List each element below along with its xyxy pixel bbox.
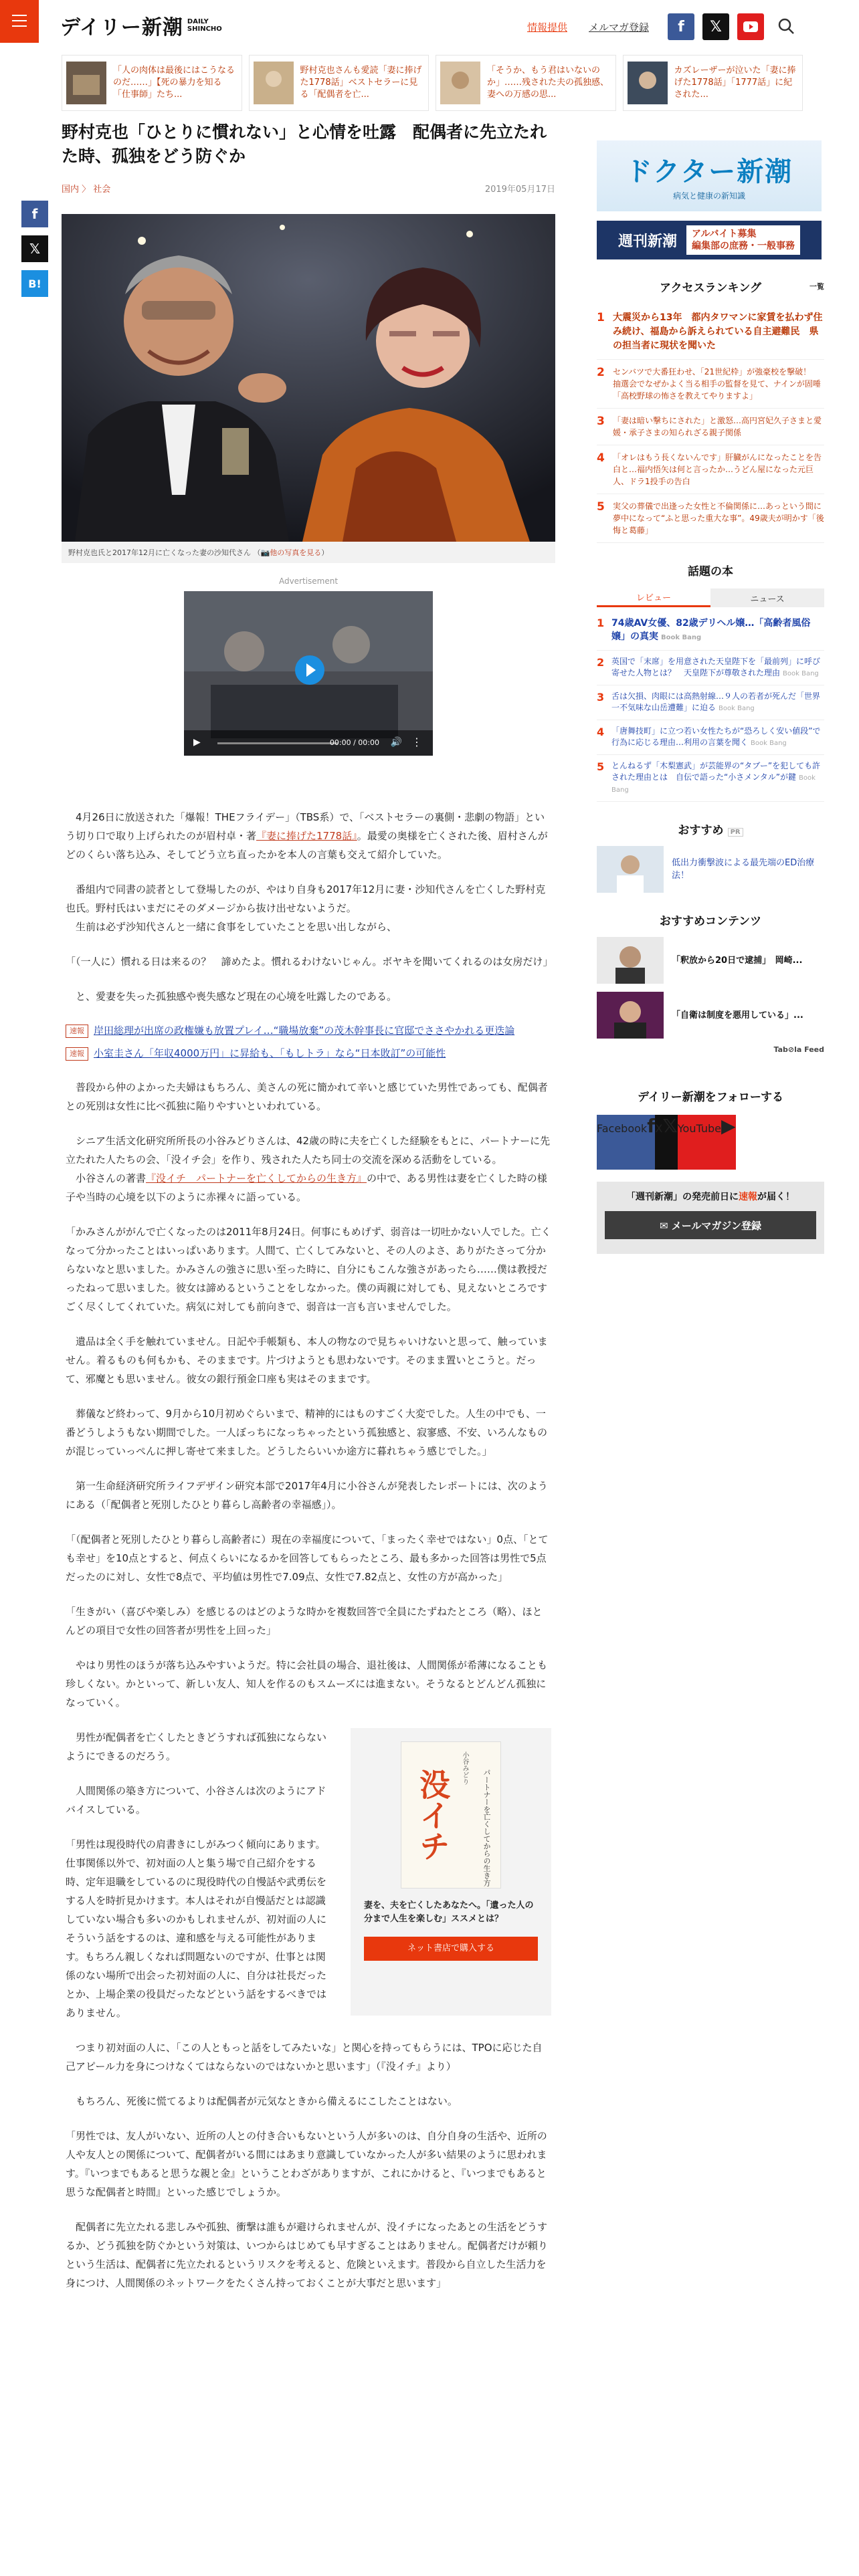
text: の中で、ある男性は妻を亡くした時の様子や当時の心境を以下のように赤裸々に語っている。: [66, 1172, 547, 1203]
info-link[interactable]: 情報提供: [527, 21, 568, 33]
banner-title: 週刊新潮: [617, 232, 677, 250]
play-icon[interactable]: ▶: [193, 737, 201, 748]
youtube-icon[interactable]: [737, 13, 764, 40]
newsletter-button[interactable]: ✉ メールマガジン登録: [605, 1211, 816, 1239]
book-author: 小谷みどり: [461, 1751, 468, 1785]
text: 4月26日に放送された「爆報！THEフライデー」（TBS系）で、「ベストセラーの裏側・悲劇の物語」という切り口で取り上げられたのが眉村卓・著: [66, 811, 545, 842]
article-meta: [62, 182, 555, 198]
banner-title: ドクター新潮: [625, 156, 793, 187]
paragraph: 葬儀など終わって、9月から10月初めぐらいまで、精神的にはものすごく大変でした。人生の中でも、一番どうしようもない期間でした。一人ぼっちになっちゃったという孤独感と、寂寥感、不安、いろんなものが混じっていっぺんに押し寄せて来ました。どうしたらいいか途方に暮れちゃう感じでした。」: [66, 1408, 548, 1457]
rank-title: センバツで大番狂わせ、「21世紀枠」が強豪校を撃破！ 抽選会でなぜかよく当る相手の監督を見て、ナインが固唾 「高校野球の怖さを教えてやりますよ」: [613, 367, 829, 401]
sidebar: [597, 140, 829, 1254]
video-progress[interactable]: [217, 742, 338, 744]
breaking-news-link[interactable]: [66, 1022, 551, 1039]
article: [62, 120, 555, 2309]
paragraph: 普段から仲のよかった夫婦はもちろん、美さんの死に簡かれて辛いと感じていた男性であっても、配偶者との死別は女性に比べ孤独に陥りやすいといわれている。: [66, 1081, 548, 1112]
subcategory-link[interactable]: 社会: [93, 185, 111, 195]
paragraph: 「生きがい（喜びや楽しみ）を感じるのはどのような時かを複数回答で全員にたずねたところ（略）、ほとんどの項目で女性の回答者が男性を上回った」: [66, 1606, 543, 1636]
ranking-item[interactable]: [597, 445, 824, 494]
book-item[interactable]: [597, 611, 824, 651]
paragraph: と、愛妻を失った孤独感や喪失感など現在の心境を吐露したのである。: [66, 990, 397, 1002]
recommend-title: 低出力衝撃波による最先端のED治療法！: [672, 858, 815, 881]
breadcrumb-separator: 〉: [82, 185, 94, 195]
paragraph: 「（配偶者と死別したひとり暮らし高齢者に）現在の幸福度について、「まったく幸せではない」0点、「とても幸せ」を10点とすると、何点くらいになるかを回答してもらったところ、最も多かった回答は男性で5点だったのに対し、女性で8点で、平均値は男性で7.09点、女性で7.82点と、女性の方が高かった」: [66, 1533, 549, 1583]
paragraph: 第一生命経済研究所ライフデザイン研究本部で2017年4月に小谷さんが発表したレポートには、次のようにある（「配偶者と死別したひとり暮らし高齢者の幸福感」）。: [66, 1480, 548, 1511]
book-rank: 2: [597, 656, 605, 669]
ranking-list: [597, 305, 829, 543]
newsletter-box: [597, 1182, 824, 1254]
breaking-news-link[interactable]: [66, 1045, 551, 1062]
related-thumb: [66, 62, 106, 104]
related-title: カズレーザーが泣いた「妻に捧げた1778話」「1777話」に紀された...: [674, 66, 796, 100]
facebook-icon: f: [647, 1115, 656, 1137]
site-logo[interactable]: [60, 12, 222, 39]
breaking-badge: 速報: [66, 1047, 88, 1061]
book-title: 英国で「末席」を用意された天皇陛下を「最前列」に呼び寄せた人物とは？ 天皇陛下が尊敬された理由: [611, 657, 821, 677]
paragraph: 男性が配偶者を亡くしたときどうすれば孤独にならないようにできるのだろう。: [66, 1731, 327, 1762]
book-item[interactable]: [597, 755, 824, 802]
book-link[interactable]: 『没イチ パートナーを亡くしてからの生き方』: [146, 1172, 367, 1184]
ranking-item[interactable]: [597, 360, 829, 409]
article-date: 2019年05月17日: [484, 185, 555, 195]
x-icon: 𝕏: [662, 1115, 678, 1137]
ranking-item[interactable]: [597, 494, 824, 543]
book-title: 舌は欠損、肉眼には高熱射線…９人の若者が死んだ「世界一不気味な山岳遭難」に迫る: [611, 691, 821, 712]
book-cover[interactable]: [401, 1741, 501, 1889]
recommend-title: 「釈放から20日で逮捕」 岡崎...: [672, 955, 803, 966]
related-thumb: [440, 62, 480, 104]
recommend-content-heading: おすすめコンテンツ: [659, 915, 762, 928]
follow-x-button[interactable]: [655, 1115, 678, 1170]
recommend-item[interactable]: [597, 937, 824, 984]
rank-title: 「オレはもう長くないんです」肝臓がんになったことを告白と…福内悟矢は何と言ったか…うどん屋になった元巨人、ドラ1投手の告白: [613, 453, 822, 486]
recommend-title: 「自衛は制度を悪用している」...: [672, 1010, 803, 1021]
paragraph: もちろん、死後に慌てるよりは配偶者が元気なときから備えるにこしたことはない。: [66, 2095, 458, 2107]
facebook-icon[interactable]: f: [668, 13, 694, 40]
book-rank: 4: [597, 726, 605, 738]
rank-number: 1: [597, 311, 605, 324]
book-source: Book Bang: [751, 740, 787, 747]
related-thumb: [254, 62, 294, 104]
book-link[interactable]: 『妻に捧げた1778話』: [256, 830, 357, 842]
breaking-news-title[interactable]: 小室圭さん「年収4000万円」に昇給も、「もしトラ」なら“日本敗訂”の可能性: [94, 1047, 446, 1059]
logo-en: DAILY SHINCHO: [187, 18, 222, 33]
share-facebook-icon[interactable]: f: [21, 201, 48, 227]
category-link[interactable]: 国内: [62, 185, 80, 195]
related-title: 「人の肉体は最後にはこうなるのだ……」【死の暴力を知る「仕事師」たち...: [113, 66, 235, 100]
follow-heading: デイリー新潮をフォローする: [637, 1091, 784, 1104]
follow-buttons: [597, 1115, 824, 1170]
related-title: 「そうか、もう君はいないのか」……残された夫の孤独感、妻への万感の思...: [487, 66, 609, 100]
breaking-news-title[interactable]: 岸田総理が出席の政権嫌も放置プレイ…“職場放棄”の茂木幹事長に官邸でささやかれる更迭論: [94, 1025, 515, 1037]
book-source: Book Bang: [661, 634, 702, 641]
x-icon[interactable]: 𝕏: [702, 13, 729, 40]
text: 速報: [739, 1192, 757, 1202]
article-body: [62, 808, 555, 2292]
rank-number: 5: [597, 500, 605, 514]
video-player[interactable]: [184, 591, 433, 756]
recommend-heading: [597, 821, 824, 838]
book-rank: 1: [597, 617, 605, 629]
video-controls: [184, 730, 433, 756]
rank-number: 3: [597, 415, 605, 428]
book-source: Book Bang: [783, 670, 819, 677]
book-source: Book Bang: [611, 774, 816, 794]
book-rank: 5: [597, 760, 605, 773]
menu-button[interactable]: [0, 0, 39, 43]
more-photos-label: 他の写真を見る: [270, 548, 322, 557]
breaking-badge: 速報: [66, 1025, 88, 1038]
paragraph: 「男性は現役時代の肩書きにしがみつく傾向にあります。仕事関係以外で、初対面の人と集う場で自己紹介をする時、定年退職をしているのに現役時代の自慢話や武勇伝をする人を時折見かけます。本人はそれが自慢話だとは認識していない場合も多いのかもしれませんが、初対面の人にそういう話をするのは、違和感を与える可能性があります。もちろん親しくなれば問題ないのですが、仕事とは関係のない場所で出会った初対面の人に、自分は社長だったとか、上場企業の役員だったなどという話をするべきではありません。: [66, 1838, 327, 2019]
recommend-thumb: [597, 846, 664, 893]
paragraph: 「かみさんががんで亡くなったのは2011年8月24日。何事にもめげず、弱音は一切吐かない人でした。亡くなって分かったことはいっぱいあります。人間て、亡くしてみないと、その人のよさ、ありがたさって分からないなと思いました。かみさんの強さに思い至った時に、自分にもこんな強さがあったら……僕は教授だったねって思いました。彼女は諦めるということをしなかった。僕の両親に対しても、見えないところですごく尽くしてくれていた。病気に対しても前向きで、弱音は一言も言いませんでした。: [66, 1226, 551, 1313]
hero-image: [62, 214, 555, 542]
recommend-thumb: [597, 937, 664, 984]
book-title: 74歳AV女優、82歳デリヘル嬢…「高齢者風俗嬢」の真実: [611, 618, 811, 642]
related-article[interactable]: [623, 55, 803, 111]
book-title: とんねるず「木梨憲武」が芸能界の“タブー”を犯しても許された理由とは 自伝で語った“小さメンタル”が鍵: [611, 761, 821, 782]
rank-number: 4: [597, 451, 605, 465]
follow-label: YouTube: [677, 1122, 721, 1135]
paragraph: 人間関係の築き方について、小谷さんは次のようにアドバイスしている。: [66, 1785, 326, 1816]
video-time: 00:00 / 00:00: [329, 738, 379, 747]
book-subtitle: パートナーを亡くしてからの生き方: [482, 1769, 491, 1887]
books-heading: 話題の本: [688, 565, 733, 578]
tab-review[interactable]: レビュー: [597, 588, 710, 607]
book-description: 妻を、夫を亡くしたあなたへ。「遺った人の分まで人生を楽しむ」ススメとは？: [364, 1901, 534, 1924]
book-item[interactable]: [597, 720, 824, 755]
section-title: おすすめ: [678, 824, 724, 837]
advertisement-label: Advertisement: [278, 576, 339, 586]
follow-facebook-button[interactable]: [597, 1115, 655, 1170]
rank-title: 実父の葬儀で出逢った女性と不倫関係に…あっという間に夢中になって“ふと思った重大な事”。49歳夫が明かす「後悔と葛藤」: [613, 502, 824, 535]
text: が届く！: [757, 1192, 795, 1202]
rank-title: 「妻は暗い撃ちにされた」と激怒…高円宮妃久子さまと愛媛・承子さまの知られざる親子関係: [613, 416, 822, 437]
photo-caption: 野村克也氏と2017年12月に亡くなった妻の沙知代さん （📷他の写真を見る）: [62, 542, 555, 563]
books-tabs: [597, 588, 824, 607]
ranking-more-link[interactable]: 一覧: [809, 282, 824, 291]
menu-icon-line: [12, 25, 27, 27]
text: 「週刊新潮」の発売前日に: [626, 1192, 739, 1202]
logo-jp: デイリー新潮: [60, 16, 183, 39]
book-promo: [351, 1728, 551, 2016]
share-hatena-icon[interactable]: B!: [21, 270, 48, 297]
newsletter-link[interactable]: メルマガ登録: [589, 21, 650, 33]
recommend-item[interactable]: [597, 992, 824, 1039]
follow-label: Facebook: [597, 1122, 648, 1135]
pr-badge: PR: [728, 828, 743, 837]
article-title: 野村克也「ひとりに慣れない」と心情を吐露 配偶者に先立たれた時、孤独をどう防ぐか: [62, 122, 547, 166]
doctor-shincho-banner[interactable]: [597, 140, 822, 211]
youtube-icon: ▶: [721, 1115, 736, 1137]
follow-label: X: [655, 1122, 663, 1135]
ranking-heading: [597, 278, 824, 296]
books-list: [597, 611, 824, 802]
share-x-icon[interactable]: 𝕏: [21, 235, 48, 262]
banner-recruit: アルバイト募集 編集部の庶務・一般事務: [686, 225, 800, 255]
volume-icon[interactable]: 🔊: [390, 737, 402, 748]
related-article[interactable]: [436, 55, 616, 111]
rank-title: 大震災から13年 都内タワマンに家賃を払わず住み続け、福島から訴えられている自主避難民 県の担当者に現状を聞いた: [613, 312, 823, 351]
related-title: 野村克也さんも愛読「妻に捧げた1778話」ベストセラーに見る「配偶者を亡...: [300, 66, 422, 100]
site-header: [0, 0, 859, 48]
related-articles-strip: [62, 55, 803, 111]
book-item[interactable]: [597, 685, 824, 720]
camera-icon: 📷: [260, 548, 270, 557]
paragraph: 「男性では、友人がいない、近所の人との付き合いもないという人が多いのは、自分自身の生活や、近所の人や友人との関係について、配偶者がいる間にはあまり意識していなかった人が多い結果のように思われます。『いつまでもあると思うな親と金』ということわざがありますが、これにかけると、『いつまでもあると思うな配偶者と時間』といった感じでしょうか。: [66, 2130, 547, 2198]
related-article[interactable]: [62, 55, 242, 111]
paragraph: [66, 808, 551, 864]
menu-icon-line: [12, 20, 27, 21]
section-title: アクセスランキング: [660, 282, 761, 295]
taboola-feed-label[interactable]: Tab⊘la Feed: [773, 1045, 824, 1054]
search-icon[interactable]: [775, 15, 799, 39]
recommend-item[interactable]: [597, 846, 824, 893]
recommend-thumb: [597, 992, 664, 1039]
book-item[interactable]: [597, 651, 824, 685]
menu-icon-line: [12, 15, 27, 16]
more-photos-link[interactable]: [261, 548, 322, 557]
more-options-icon[interactable]: ⋮: [411, 736, 422, 748]
play-button[interactable]: [295, 655, 324, 685]
rank-number: 2: [597, 366, 605, 379]
shukan-recruit-banner[interactable]: [597, 221, 822, 259]
book-source: Book Bang: [719, 705, 755, 712]
newsletter-text: [605, 1190, 816, 1203]
buy-book-button[interactable]: ネット書店で購入する: [364, 1937, 538, 1961]
hero-photo[interactable]: [62, 214, 555, 542]
book-title: 「唐舞技町」に立つ若い女性たちが“恐ろしく安い値段”で行為に応じる理由…利用の言葉を聞く: [611, 726, 821, 747]
book-title: 没イチ: [415, 1769, 451, 1861]
related-article[interactable]: [249, 55, 430, 111]
banner-subtitle: 病気と健康の新知識: [672, 191, 745, 201]
follow-youtube-button[interactable]: [678, 1115, 736, 1170]
paragraph: やはり男性のほうが落ち込みやすいようだ。特に会社員の場合、退社後は、人間関係が希薄になることも珍しくない。かといって、新しい友人、知人を作るのもスムーズには進まない。そうなるとどんどん孤独になっていく。: [66, 1659, 548, 1709]
paragraph: 番組内で同書の読者として登場したのが、やはり自身も2017年12月に妻・沙知代さんを亡くした野村克也氏。野村氏はいまだにそのダメージから抜け出せないようだ。 生前は必ず沙知代さんと一緒に食事をしていたことを思い出しながら、: [66, 883, 546, 933]
text: シニア生活文化研究所所長の小谷みどりさんは、42歳の時に夫を亡くした経験をもとに、パートナーに先立たれた人たちの会、「没イチ会」を作り、残された人たち同士の交流を深める活動をしている。 小谷さんの著書: [66, 1135, 551, 1184]
related-thumb: [628, 62, 668, 104]
paragraph: 遺品は全く手を触れていません。日記や手帳類も、本人の物なので見ちゃいけないと思って、触っていません。着るものも何もかも、そのままです。片づけようとも思わないです。そのまま置いとこうと。だって、邪魔とも思いません。彼女の銀行預金口座も実はそのままです。: [66, 1335, 548, 1385]
ranking-item[interactable]: [597, 409, 824, 445]
paragraph: 配偶者に先立たれる悲しみや孤独、衝撃は誰もが避けられませんが、没イチになったあとの生活をどうするか、どう孤独を防ぐかという対策は、いつからはじめても早すぎることはありません。配偶者だけが頼りという生活は、配偶者に先立たれるというリスクを考えると、危険といえます。普段から自立した生活力を身につけ、人間関係のネットワークをたくさん持っておくことが大事だと思います」: [66, 2221, 548, 2289]
tab-news[interactable]: ニュース: [710, 588, 824, 607]
paragraph: つまり初対面の人に、「この人ともっと話をしてみたいな」と関心を持ってもらうには、TPOに応じた自己アピール力を身につけなくてはならないのではないかと思います」（『没イチ』より）: [66, 2042, 543, 2072]
book-rank: 3: [597, 691, 605, 704]
ranking-item[interactable]: [597, 305, 824, 360]
caption-text: 野村克也氏と2017年12月に亡くなった妻の沙知代さん: [68, 548, 251, 557]
paragraph: 「（一人に）慣れる日は来るの？ 諦めたよ。慣れるわけないじゃん。ボヤキを聞いてくれるのは女房だけ」: [66, 956, 553, 968]
text: 。最愛の奥様を亡くされた後、眉村さんがどのくらい落ち込み、そしてどう立ち直ったかを本人の言葉も交えて紹介していた。: [66, 830, 548, 861]
paragraph: [66, 1132, 551, 1206]
